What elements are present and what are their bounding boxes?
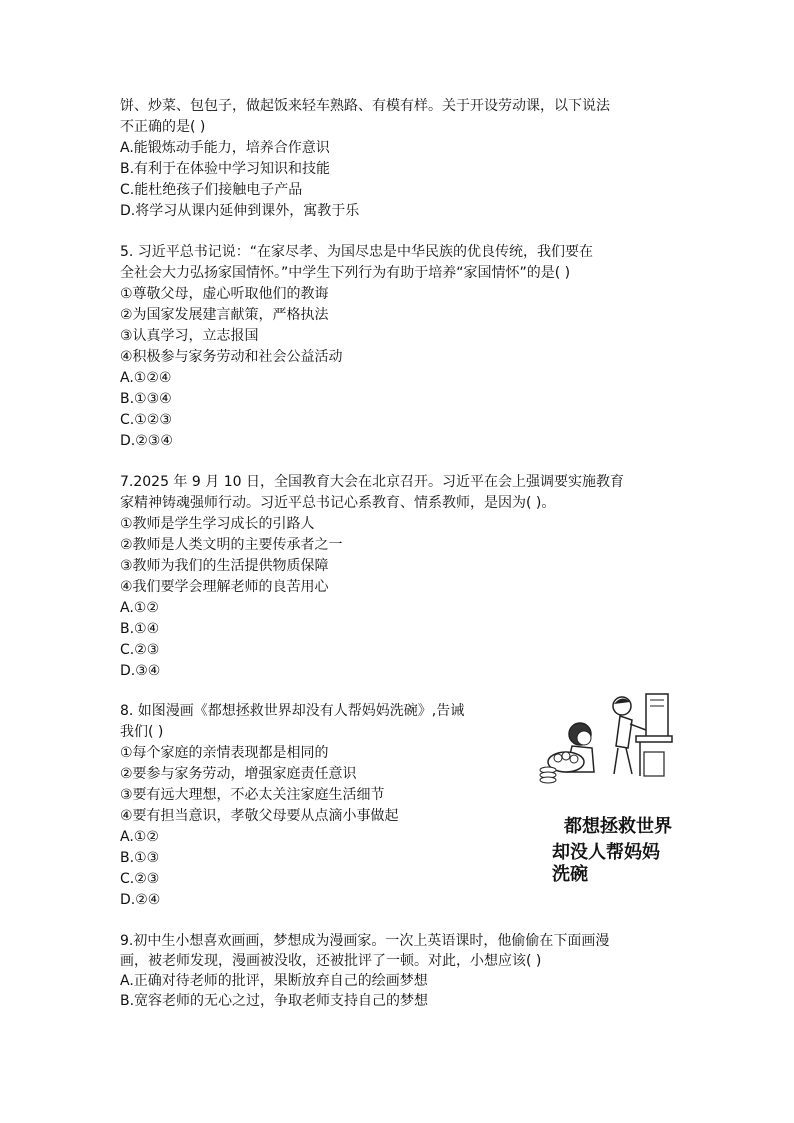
q8-statement-3: ③要有远大理想，不必太关注家庭生活细节 [120,787,385,803]
q5-statement-3: ③认真学习，立志报国 [120,328,259,344]
q5-option-a: A.①②④ [120,370,172,386]
q4-option-c: C.能杜绝孩子们接触电子产品 [120,182,303,198]
q8-stem-line2: 我们( ) [120,724,164,740]
comic-illustration [536,686,676,886]
q7-option-c: C.②③ [120,642,160,658]
q8-option-b: B.①③ [120,850,160,866]
q4-option-b: B.有利于在体验中学习知识和技能 [120,161,331,177]
q5-stem-line2: 全社会大力弘扬家国情怀。”中学生下列行为有助于培养“家国情怀”的是( ) [120,265,571,281]
q8-statement-1: ①每个家庭的亲情表现都是相同的 [120,745,329,761]
q8-stem-line1: 8. 如图漫画《都想拯救世界却没有人帮妈妈洗碗》,告诫 [120,703,465,719]
q7-statement-3: ③教师为我们的生活提供物质保障 [120,558,329,574]
q7-option-d: D.③④ [120,663,161,679]
q7-stem-line1: 7.2025 年 9 月 10 日，全国教育大会在北京召开。习近平在会上强调要实施教育 [120,474,624,490]
q7-statement-2: ②教师是人类文明的主要传承者之一 [120,537,343,553]
q9-option-b: B.宽容老师的无心之过，争取老师支持自己的梦想 [120,993,429,1009]
q5-statement-1: ①尊敬父母，虚心听取他们的教诲 [120,286,329,302]
q5-stem-line1: 5. 习近平总书记说：“在家尽孝、为国尽忠是中华民族的优良传统，我们要在 [120,244,594,260]
comic-caption-line2: 却没人帮妈妈洗碗 [552,842,660,885]
q7-stem-line2: 家精神铸魂强师行动。习近平总书记心系教育、情系教师，是因为( )。 [120,495,556,511]
q5-option-c: C.①②③ [120,412,172,428]
comic-drawing [536,686,676,796]
q7-option-a: A.①② [120,600,159,616]
q7-statement-1: ①教师是学生学习成长的引路人 [120,516,315,532]
q7-option-b: B.①④ [120,621,160,637]
q4-stem-line2: 不正确的是( ) [120,119,206,135]
q5-statement-4: ④积极参与家务劳动和社会公益活动 [120,349,343,365]
q8-option-c: C.②③ [120,871,160,887]
q4-option-a: A.能锻炼动手能力，培养合作意识 [120,140,330,156]
q9-stem-line2: 画，被老师发现，漫画被没收，还被批评了一顿。对此，小想应该( ) [120,953,542,969]
q4-option-d: D.将学习从课内延伸到课外，寓教于乐 [120,203,360,219]
q5-option-b: B.①③④ [120,391,172,407]
comic-caption-line1: 都想拯救世界 [564,816,672,837]
q9-option-a: A.正确对待老师的批评，果断放弃自己的绘画梦想 [120,973,428,989]
q8-statement-2: ②要参与家务劳动，增强家庭责任意识 [120,766,357,782]
q7-statement-4: ④我们要学会理解老师的良苦用心 [120,579,329,595]
q9-stem-line1: 9.初中生小想喜欢画画，梦想成为漫画家。一次上英语课时，他偷偷在下面画漫 [120,933,610,949]
q8-option-d: D.②④ [120,892,161,908]
q8-statement-4: ④要有担当意识，孝敬父母要从点滴小事做起 [120,808,399,824]
q4-stem-line1: 饼、炒菜、包包子，做起饭来轻车熟路、有模有样。关于开设劳动课，以下说法 [120,98,610,114]
q8-option-a: A.①② [120,829,159,845]
q5-option-d: D.②③④ [120,433,173,449]
q5-statement-2: ②为国家发展建言献策，严格执法 [120,307,329,323]
